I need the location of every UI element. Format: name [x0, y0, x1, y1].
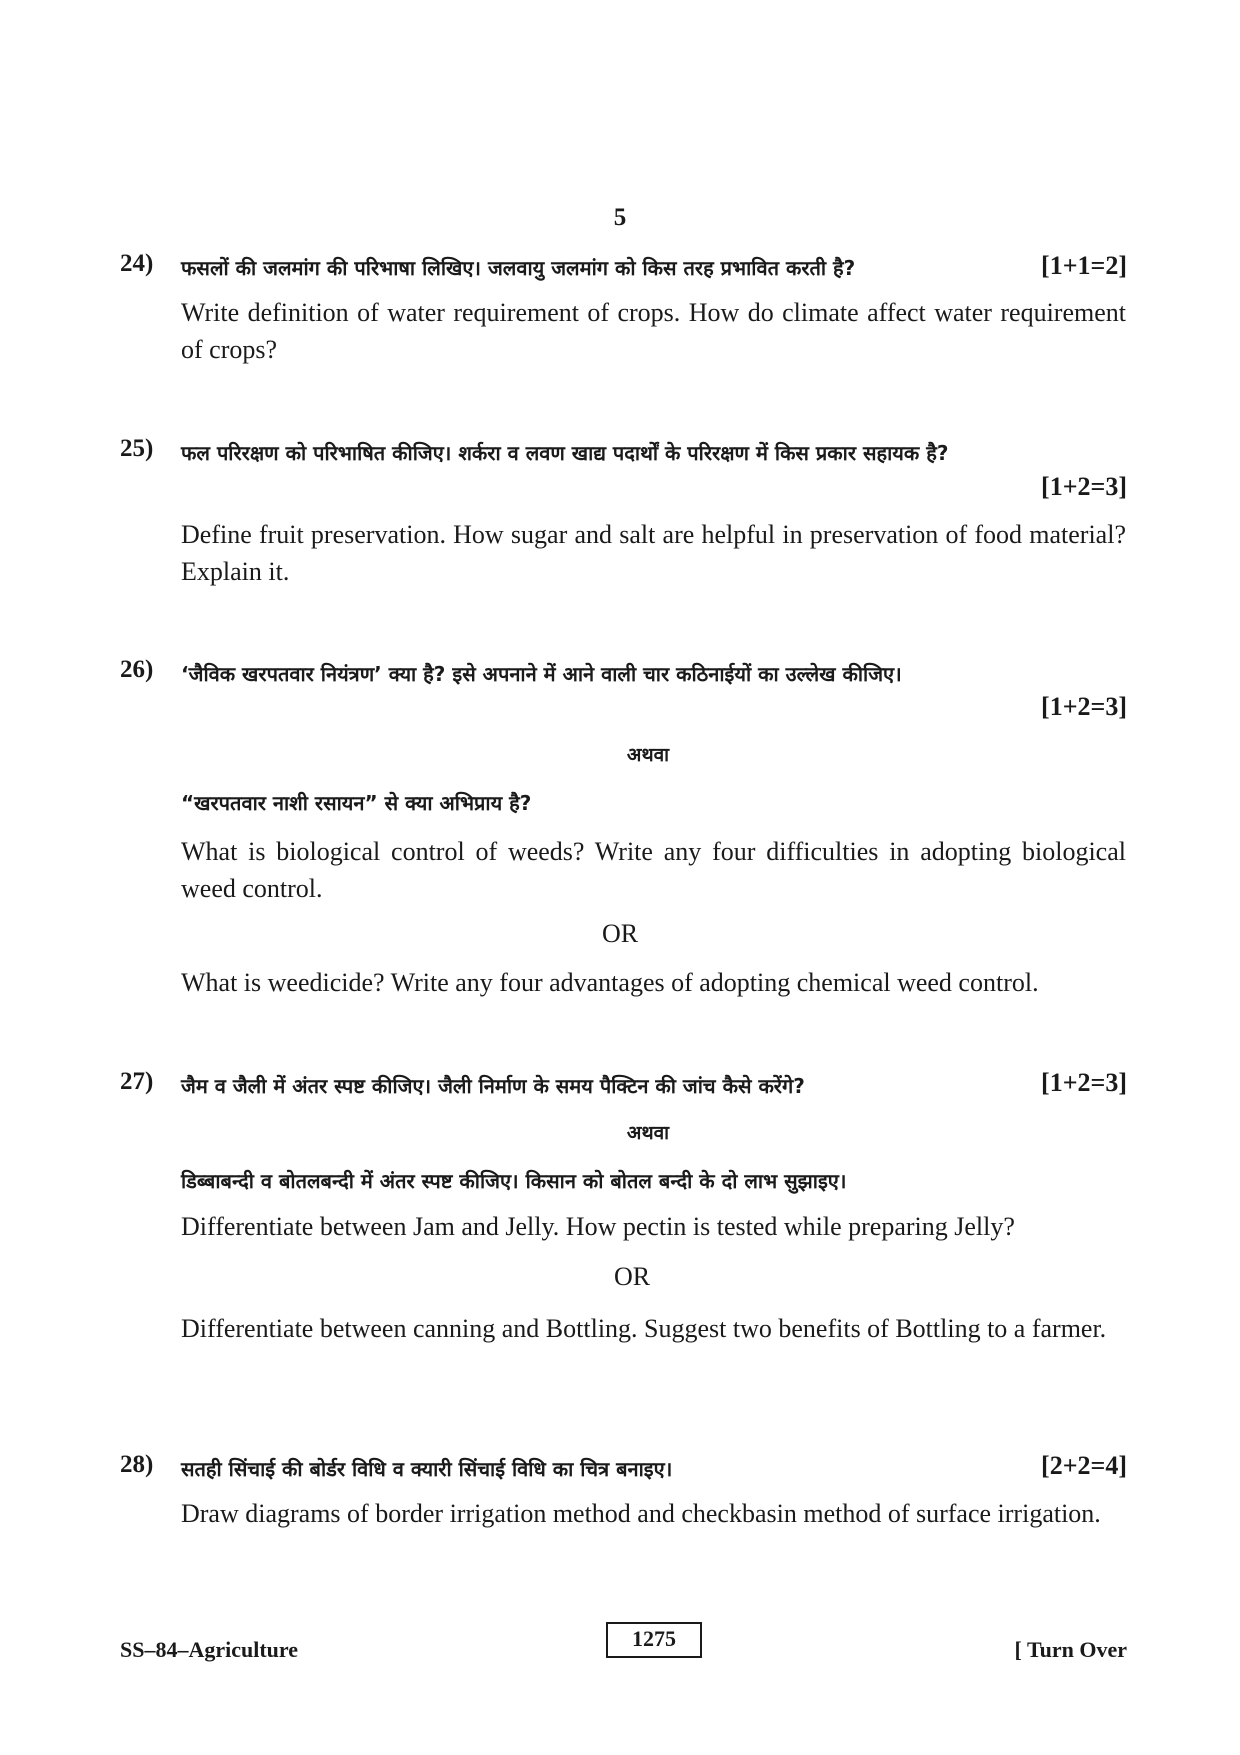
question-number: 25)	[120, 435, 154, 462]
athva-label: अथवा	[626, 744, 670, 766]
question-marks: [2+2=4]	[1041, 1451, 1127, 1480]
page-number: 5	[613, 204, 627, 231]
question-text-english: Differentiate between Jam and Jelly. How pectin is tested while preparing Jelly?	[181, 1212, 1015, 1241]
page-code-box: 1275	[606, 1622, 702, 1658]
question-text-english: Define fruit preservation. How sugar and salt are helpful in preservation of food material? Explain it.	[181, 520, 1126, 586]
turn-over-label: [ Turn Over	[1014, 1637, 1127, 1662]
question-text-hindi: ‘जैविक खरपतवार नियंत्रण’ क्या है? इसे अपनाने में आने वाली चार कठिनाईयों का उल्लेख कीजिए।	[181, 662, 902, 686]
question-marks: [1+2=3]	[1041, 692, 1127, 721]
question-alt-hindi: “खरपतवार नाशी रसायन” से क्या अभिप्राय है?	[181, 791, 532, 815]
question-number: 26)	[120, 656, 154, 683]
question-number: 27)	[120, 1068, 154, 1095]
question-text-english: Write definition of water requirement of crops. How do climate affect water requirement of crops?	[181, 298, 1126, 364]
question-text-hindi: जैम व जैली में अंतर स्पष्ट कीजिए। जैली निर्माण के समय पैक्टिन की जांच कैसे करेंगे?	[181, 1074, 805, 1098]
athva-label: अथवा	[626, 1122, 670, 1144]
or-label: OR	[601, 919, 639, 948]
question-text-hindi: फल परिरक्षण को परिभाषित कीजिए। शर्करा व लवण खाद्य पदार्थों के परिरक्षण में किस प्रकार सहायक है?	[181, 441, 949, 465]
question-text-english: What is biological control of weeds? Write any four difficulties in adopting biological weed control.	[181, 837, 1126, 903]
paper-code: SS–84–Agriculture	[120, 1637, 299, 1662]
question-text-hindi: सतही सिंचाई की बोर्डर विधि व क्यारी सिंचाई विधि का चित्र बनाइए।	[181, 1457, 673, 1481]
question-text-hindi: फसलों की जलमांग की परिभाषा लिखिए। जलवायु जलमांग को किस तरह प्रभावित करती है?	[181, 256, 856, 280]
question-alt-english: Differentiate between canning and Bottling. Suggest two benefits of Bottling to a farmer.	[181, 1314, 1107, 1343]
question-marks: [1+2=3]	[1041, 1068, 1127, 1097]
question-alt-hindi: डिब्बाबन्दी व बोतलबन्दी में अंतर स्पष्ट कीजिए। किसान को बोतल बन्दी के दो लाभ सुझाइए।	[181, 1169, 847, 1193]
question-number: 28)	[120, 1451, 154, 1478]
question-alt-english: What is weedicide? Write any four advantages of adopting chemical weed control.	[181, 968, 1039, 997]
question-number: 24)	[120, 250, 154, 277]
question-text-english: Draw diagrams of border irrigation method and checkbasin method of surface irrigation.	[181, 1499, 1101, 1528]
or-label: OR	[613, 1262, 651, 1291]
question-marks: [1+1=2]	[1041, 251, 1127, 280]
question-marks: [1+2=3]	[1041, 472, 1127, 501]
